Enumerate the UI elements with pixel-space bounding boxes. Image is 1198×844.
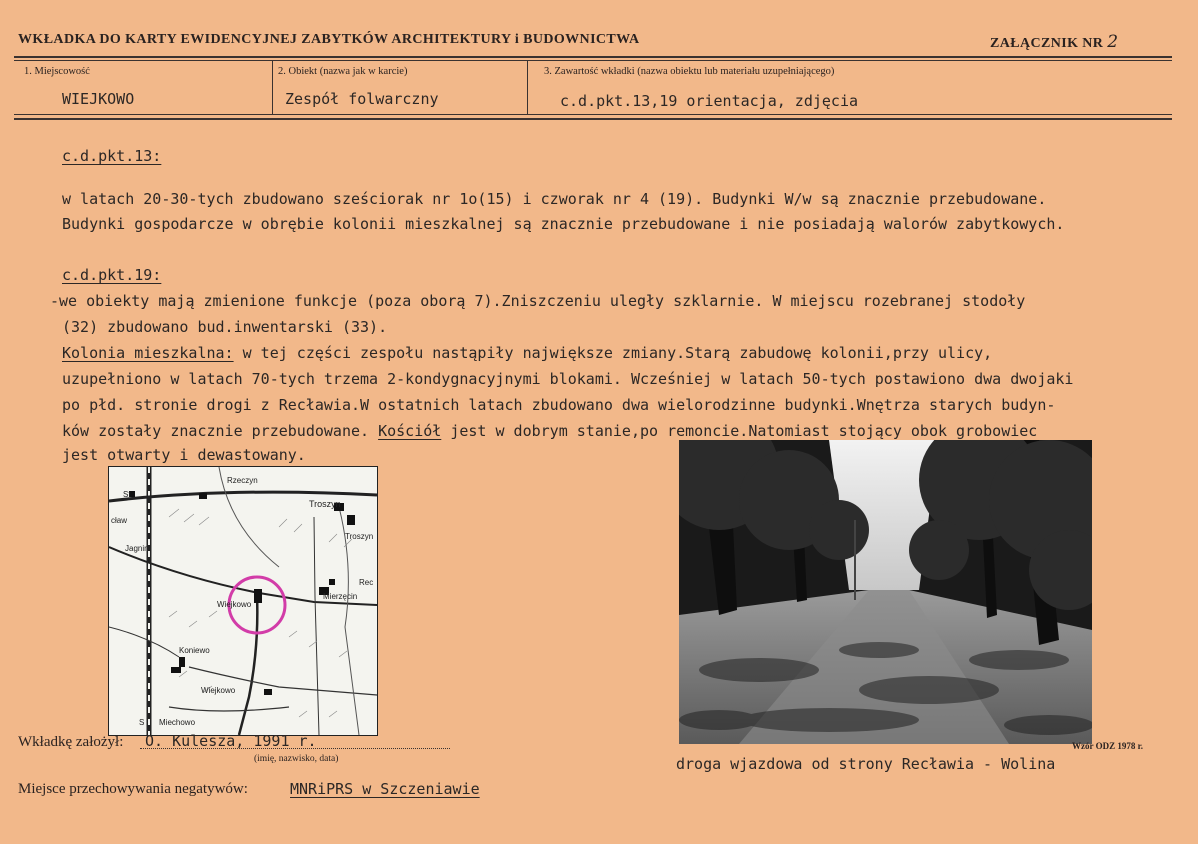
map-drawing [109, 467, 377, 735]
map-label-mierzecin: Mierzęcin [323, 592, 358, 601]
map-label-s: S [139, 718, 145, 727]
map-label-rec: Rec [359, 578, 374, 587]
storage-value: MNRiPRS w Szczeniawie [290, 780, 480, 798]
map-label-troszyn-1: Troszyn [309, 499, 341, 509]
author-value: O. Kulesza, 1991 r. [145, 732, 317, 750]
road-photograph [679, 440, 1092, 744]
attachment-label-text: ZAŁĄCZNIK NR [990, 36, 1104, 51]
kolonia-line-5: jest otwarty i dewastowany. [62, 446, 306, 464]
section-19-line-1: -we obiekty mają zmienione funkcje (poza oborą 7).Zniszczeniu uległy szklarnie. W miejscu rozebranej stodoły [50, 292, 1026, 310]
map-label-wiejkowo-2: Wiejkowo [201, 686, 236, 695]
kolonia-text-1: w tej części zespołu nastąpiły największe zmiany.Starą zabudowę kolonii,przy ulicy, [233, 344, 993, 362]
map-label-troszyn-2: Troszyn [345, 532, 374, 541]
content-label: 3. Zawartość wkładki (nazwa obiektu lub materiału uzupełniającego) [544, 66, 835, 77]
kosciol-label: Kościół [378, 422, 442, 440]
form-title: WKŁADKA DO KARTY EWIDENCYJNEJ ZABYTKÓW ARCHITEKTURY i BUDOWNICTWA [18, 32, 640, 47]
author-hint: (imię, nazwisko, data) [254, 754, 339, 764]
attachment-number: 2 [1107, 32, 1119, 52]
storage-label: Miejsce przechowywania negatywów: [18, 781, 248, 797]
photo-drawing [679, 440, 1092, 744]
content-value: c.d.pkt.13,19 orientacja, zdjęcia [560, 92, 859, 110]
attachment-label [990, 32, 1118, 52]
kolonia-line-1 [62, 344, 992, 362]
section-13-heading: c.d.pkt.13: [62, 147, 162, 165]
kolonia-text-4b: jest w dobrym stanie,po remoncie.Natomiast stojący obok grobowiec [441, 422, 1038, 440]
photo-caption: droga wjazdowa od strony Recławia - Wolina [676, 755, 1056, 773]
form-code: Wzór ODZ 1978 r. [1072, 741, 1143, 751]
kolonia-line-4 [62, 422, 1037, 440]
kolonia-line-3: po płd. stronie drogi z Recławia.W ostatnich latach zbudowano dwa wielorodzinne budynki.Wnętrza starych budyn- [62, 396, 1056, 414]
map-label-wiejkowo-1: Wiejkowo [217, 600, 252, 609]
section-19-line-2: (32) zbudowano bud.inwentarski (33). [62, 318, 388, 336]
section-13-line-1: w latach 20-30-tych zbudowano sześciorak nr 1o(15) i czworak nr 4 (19). Budynki W/w są znacznie przebudowane. [62, 190, 1047, 208]
place-label: 1. Miejscowość [24, 66, 90, 77]
map-label-koniewo: Koniewo [179, 646, 210, 655]
map-label-miechowo: Miechowo [159, 718, 196, 727]
author-label: Wkładkę założył: [18, 734, 124, 750]
orientation-map [108, 466, 378, 736]
section-13-line-2: Budynki gospodarcze w obrębie kolonii mieszkalnej są znacznie przebudowane i nie posiadają walorów zabytkowych. [62, 215, 1065, 233]
kolonia-line-2: uzupełniono w latach 70-tych trzema 2-kondygnacyjnymi blokami. Wcześniej w latach 50-tych postawiono dwa dwojaki [62, 370, 1074, 388]
header-rule-bottom-2 [14, 118, 1172, 120]
map-label-st: St [123, 490, 131, 499]
map-label-rzeczyn: Rzeczyn [227, 476, 258, 485]
map-label-claw: cław [111, 516, 128, 525]
field-divider-2 [527, 60, 528, 114]
object-value: Zespół folwarczny [285, 90, 439, 108]
place-value: WIEJKOWO [62, 90, 135, 108]
header-rule-bottom [14, 114, 1172, 115]
section-19-heading: c.d.pkt.19: [62, 266, 162, 284]
header-rule-top [14, 56, 1172, 58]
kolonia-text-4a: ków zostały znacznie przebudowane. [62, 422, 379, 440]
header-rule-top-2 [14, 60, 1172, 61]
author-underline [140, 748, 450, 749]
object-label: 2. Obiekt (nazwa jak w karcie) [278, 66, 408, 77]
map-label-jagnint: Jagnint [125, 544, 151, 553]
field-divider-1 [272, 60, 273, 114]
kolonia-label: Kolonia mieszkalna: [62, 344, 234, 362]
